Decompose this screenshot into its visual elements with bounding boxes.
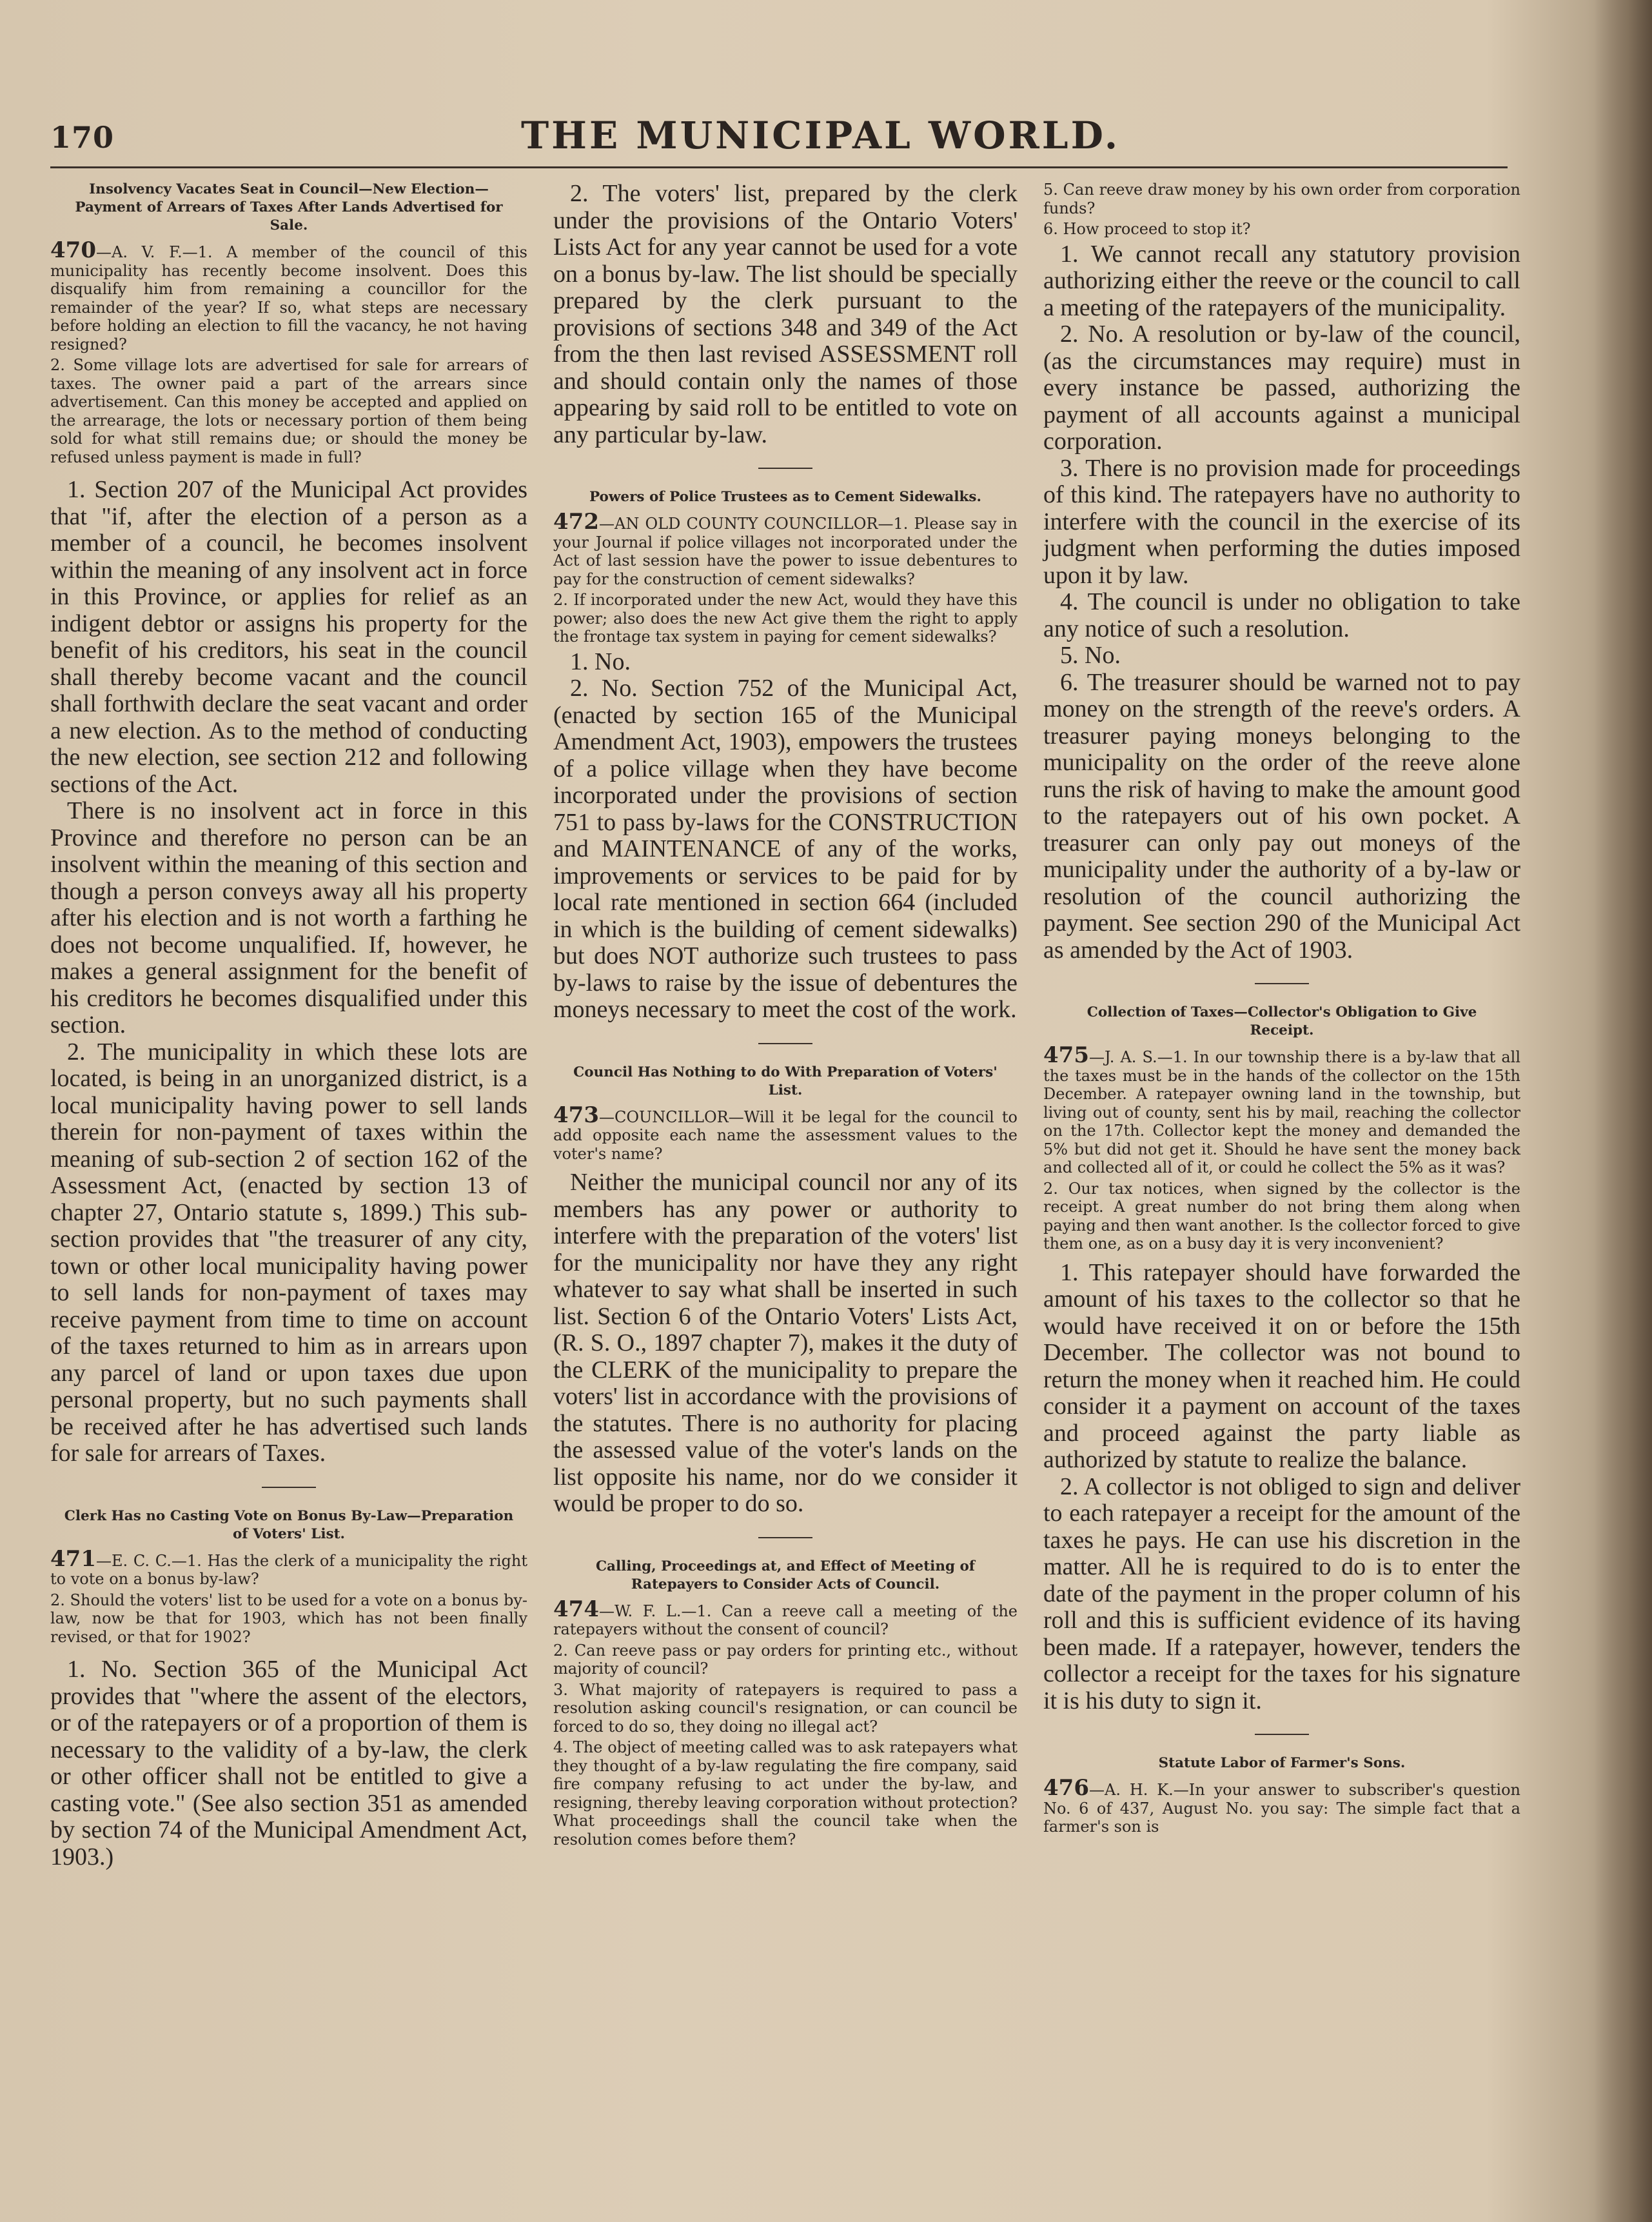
answer-474-5: 5. No.: [1060, 642, 1121, 669]
answer-474-2: 2. No. A resolution or by-law of the council, (as the circumstances may require) must in every instance be passed, authorizing the payment of all accounts against a municipal corporation.: [1043, 321, 1520, 455]
page-header: [50, 114, 1508, 165]
question-text: —COUNCILLOR—Will it be legal for the council to add opposite each name the assessment values to the voter's name?: [553, 1107, 1018, 1163]
article-heading-470: Insolvency Vacates Seat in Council—New Election—Payment of Arrears of Taxes After Lands Advertised for Sale.: [75, 181, 503, 233]
question-text: —A. H. K.—In your answer to subscriber's question No. 6 of 437, August No. you say: The simple fact that a farmer's son is: [1043, 1781, 1520, 1836]
answer-473-1: Neither the municipal council nor any of its members has any power or authority to interfere with the preparation of the voters' list for the municipality nor have they any right whatever to say what shall be inserted in such list. Section 6 of the Ontario Voters' Lists Act, (R. S. O., 1897 chapter 7), makes it the duty of the CLERK of the municipality to prepare the voters' list in accordance with the provisions of the statutes. There is no authority for placing the assessed value of the voter's lands on the list opposite his name, nor do we consider it would be proper to do so.: [553, 1169, 1018, 1517]
header-rule: [50, 166, 1508, 168]
article-heading-476: Statute Labor of Farmer's Sons.: [1158, 1755, 1406, 1771]
question-472-2: 2. If incorporated under the new Act, would they have this power; also does the new Act give them the right to apply the frontage tax system in paying for cement sidewalks?: [553, 591, 1018, 646]
article-heading-474: Calling, Proceedings at, and Effect of Meeting of Ratepayers to Consider Acts of Council.: [595, 1558, 976, 1592]
question-470-1: [50, 237, 527, 353]
page-number: 170: [50, 120, 115, 155]
answer-472-1: 1. No.: [570, 648, 631, 675]
answer-471-2: 2. The voters' list, prepared by the clerk under the provisions of the Ontario Voters' Lists Act for any year cannot be used for a vote on a bonus by-law. The list should be specially prepared by the clerk pursuant to the provisions of sections 348 and 349 of the Act from the then last revised ASSESSMENT roll and should contain only the names of those appearing by said roll to be entitled to vote on any particular by-law.: [553, 180, 1018, 448]
question-474-2: 2. Can reeve pass or pay orders for printing etc., without majority of council?: [553, 1641, 1018, 1678]
answer-472-2: 2. No. Section 752 of the Municipal Act, (enacted by section 165 of the Municipal Amendment Act, 1903), empowers the trustees of a police village when they have become incorporated under the provisions of section 751 to pass by-laws for the CONSTRUCTION and MAINTENANCE of any of the works, improvements or services to be paid for by local rate mentioned in section 664 (included in which is the building of cement sidewalks) but does NOT authorize such trustees to pass by-laws to raise by the issue of debentures the moneys necessary to meet the cost of the work.: [553, 675, 1018, 1023]
section-divider: [758, 1043, 812, 1044]
question-475-2: 2. Our tax notices, when signed by the collector is the receipt. A great number do not bring them along when paying and then want another. Is the collector forced to give them one, as on a busy day it is very inconvenient?: [1043, 1179, 1520, 1253]
question-475-1: [1043, 1042, 1520, 1177]
question-474-5: 5. Can reeve draw money by his own order from corporation funds?: [1043, 181, 1520, 217]
question-number: 475: [1043, 1042, 1089, 1068]
question-476-1: [1043, 1775, 1520, 1836]
section-divider: [1255, 1734, 1309, 1735]
answer-474-1: 1. We cannot recall any statutory provision authorizing either the reeve or the council to call a meeting of the ratepayers of the municipality.: [1043, 240, 1520, 321]
question-471-2: 2. Should the voters' list to be used for a vote on a bonus by-law, now be that for 1903, which has not been finally revised, or that for 1902?: [50, 1591, 527, 1646]
question-474-4: 4. The object of meeting called was to ask ratepayers what they thought of a by-law regulating the fire company, said fire company refusing to act under the by-law, and resigning, thereby leaving corporation without protection? What proceedings shall the council take when the resolution comes before them?: [553, 1738, 1018, 1849]
article-heading-472: Powers of Police Trustees as to Cement Sidewalks.: [589, 489, 982, 505]
article-heading-475: Collection of Taxes—Collector's Obligation to Give Receipt.: [1087, 1004, 1477, 1038]
question-text: —W. F. L.—1. Can a reeve call a meeting of the ratepayers without the consent of council?: [553, 1602, 1018, 1638]
article-heading-473: Council Has Nothing to do With Preparation of Voters' List.: [573, 1064, 998, 1098]
question-text: —A. V. F.—1. A member of the council of this municipality has recently become insolvent. Does this disqualify him from remaining a councillor for the remainder of the year? If so, what steps are necessary before holding an election to fill the vacancy, he not having resigned?: [50, 243, 527, 353]
question-number: 470: [50, 237, 96, 263]
question-474-1: [553, 1596, 1018, 1639]
question-number: 473: [553, 1102, 599, 1128]
answer-470-3: 2. The municipality in which these lots are located, is being in an unorganized district, is a local municipality having power to sell lands therein for non-payment of taxes within the meaning of sub-section 2 of section 162 of the Assessment Act, (enacted by section 13 of chapter 27, Ontario statute s, 1899.) This sub-section provides that "the treasurer of any city, town or other local municipality having power to sell lands for non-payment of taxes may receive payment from time to time on account of the taxes returned to him as in arrears upon any parcel of land or upon taxes due upon personal property, but no such payments shall be received after he has advertised such lands for sale for arrears of Taxes.: [50, 1038, 527, 1467]
masthead-title: THE MUNICIPAL WORLD.: [521, 114, 1121, 157]
question-number: 472: [553, 509, 599, 535]
question-474-3: 3. What majority of ratepayers is required to pass a resolution asking council's resignation, or can council be forced to do so, they doing no illegal act?: [553, 1680, 1018, 1736]
column-2: [553, 181, 1018, 1851]
question-number: 474: [553, 1596, 599, 1622]
question-470-2: 2. Some village lots are advertised for sale for arrears of taxes. The owner paid a part of the arrears since advertisement. Can this money be accepted and applied on the arrearage, the lots or necessary portion of them being sold for what still remains due; or should the money be refused unless payment is made in full?: [50, 356, 527, 466]
answer-470-2: There is no insolvent act in force in this Province and therefore no person can be an insolvent within the meaning of this section and though a person conveys away all his property after his election and is not worth a farthing he does not become unqualified. If, however, he makes a general assignment for the benefit of his creditors he becomes disqualified under this section.: [50, 797, 527, 1038]
question-number: 471: [50, 1545, 96, 1572]
answer-475-2: 2. A collector is not obliged to sign and deliver to each ratepayer a receipt for the amount of the taxes he pays. He can use his discretion in the matter. All he is required to do is to enter the date of the payment in the proper column of his roll and this is sufficient evidence of its having been made. If a ratepayer, however, tenders the collector a receipt for the taxes for his signature it is his duty to sign it.: [1043, 1473, 1520, 1714]
question-471-1: [50, 1545, 527, 1589]
page-binding-shadow: [1594, 0, 1652, 2222]
section-divider: [758, 1537, 812, 1538]
question-474-6: 6. How proceed to stop it?: [1043, 220, 1251, 238]
answer-474-4: 4. The council is under no obligation to take any notice of such a resolution.: [1043, 588, 1520, 642]
answer-470-1: 1. Section 207 of the Municipal Act provides that "if, after the election of a person as a member of a council, he becomes insolvent within the meaning of any insolvent act in force in this Province, or applies for relief as an indigent debtor or assigns his property for the benefit of his creditors, his seat in the council shall thereby become vacant and the council shall forthwith declare the seat vacant and order a new election. As to the method of conducting the new election, see section 212 and following sections of the Act.: [50, 476, 527, 798]
question-text: —E. C. C.—1. Has the clerk of a municipality the right to vote on a bonus by-law?: [50, 1551, 527, 1588]
answer-474-3: 3. There is no provision made for proceedings of this kind. The ratepayers have no authority to interfere with the council in the exercise of its judgment when performing the duties imposed upon it by law.: [1043, 454, 1520, 589]
question-text: —J. A. S.—1. In our township there is a by-law that all the taxes must be in the hands of the collector on the 15th December. A ratepayer owning land in the township, but living out of county, sent his by mail, reaching the collector on the 17th. Collector kept the money and demanded the 5% but did not get it. Should he have sent the money back and collected all of it, or could he collect the 5% as it was?: [1043, 1048, 1520, 1176]
column-1: [50, 181, 527, 1870]
section-divider: [758, 468, 812, 469]
article-heading-471: Clerk Has no Casting Vote on Bonus By-Law—Preparation of Voters' List.: [64, 1507, 514, 1542]
section-divider: [262, 1487, 316, 1488]
question-473-1: [553, 1102, 1018, 1164]
question-number: 476: [1043, 1775, 1089, 1801]
question-text: —AN OLD COUNTY COUNCILLOR—1. Please say in your Journal if police villages not incorporated under the Act of last session have the power to issue debentures to pay for the construction of cement sidewalks?: [553, 515, 1018, 588]
section-divider: [1255, 983, 1309, 984]
answer-471-1: 1. No. Section 365 of the Municipal Act provides that "where the assent of the electors, or of the ratepayers or of a proportion of them is necessary to the validity of a by-law, the clerk or other officer shall not be entitled to give a casting vote." (See also section 351 as amended by section 74 of the Municipal Amendment Act, 1903.): [50, 1656, 527, 1870]
answer-475-1: 1. This ratepayer should have forwarded the amount of his taxes to the collector so that he would have received it on or before the 15th December. The collector was not bound to return the money when it reached him. He could consider it a payment on account of the taxes and proceed against the party liable as authorized by statute to realize the balance.: [1043, 1258, 1520, 1473]
question-472-1: [553, 509, 1018, 588]
column-3: [1043, 181, 1520, 1839]
answer-474-6: 6. The treasurer should be warned not to pay money on the strength of the reeve's orders. A treasurer paying moneys belonging to the municipality on the order of the reeve alone runs the risk of having to make the amount good to the ratepayers out of his own pocket. A treasurer can only pay out moneys of the municipality under the authority of a by-law or resolution of the council authorizing the payment. See section 290 of the Municipal Act as amended by the Act of 1903.: [1043, 668, 1520, 964]
